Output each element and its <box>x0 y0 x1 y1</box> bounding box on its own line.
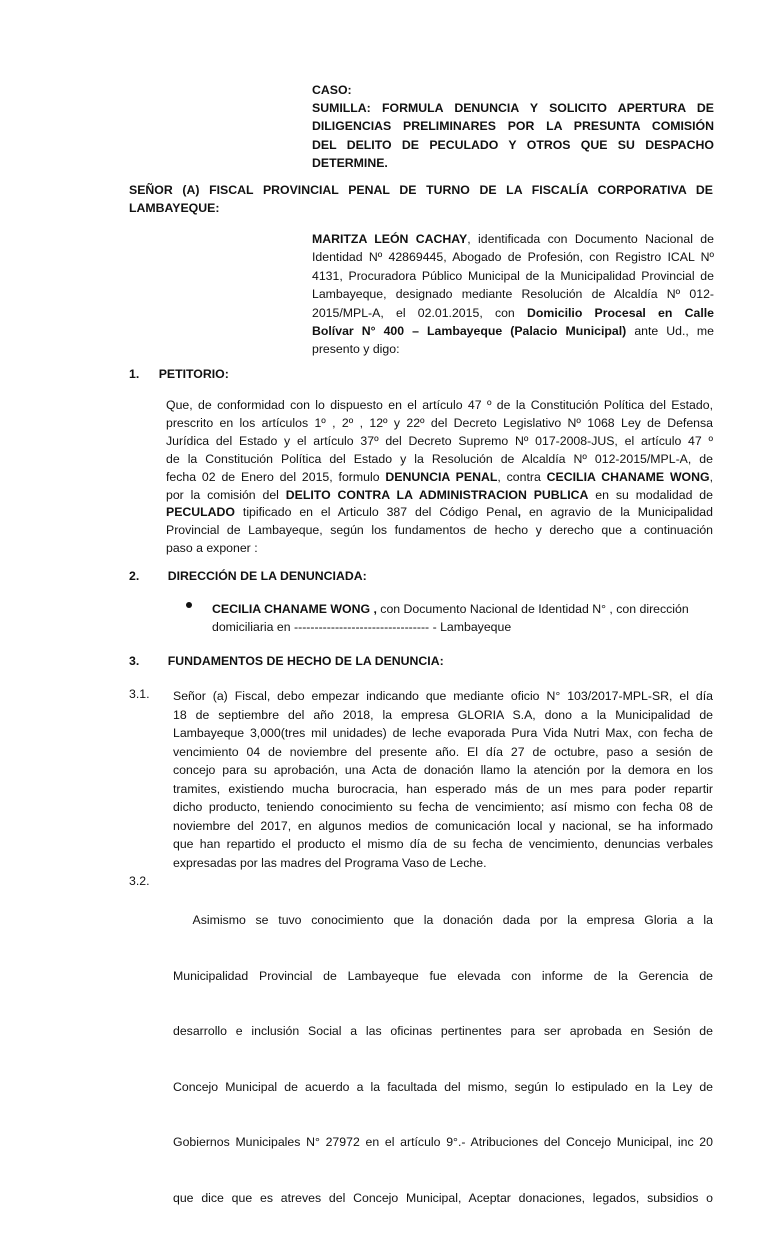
intro-line: 4131, Procuradora Público Municipal de la Municipalidad Provincial de <box>312 268 714 283</box>
paragraph-line: Lambayeque 3,000(tres mil unidades) de leche evaporada Pura Vida Nutri Max, con fecha de <box>173 726 713 740</box>
procedural-address-cont: Bolívar N° 400 – Lambayeque (Palacio Municipal) <box>312 324 627 339</box>
paragraph-line: vencimiento 04 de noviembre del presente año. El día 27 de octubre, paso a sesión de <box>173 744 713 759</box>
section-title: PETITORIO: <box>158 367 229 381</box>
crime-name: DELITO CONTRA LA ADMINISTRACION PUBLICA <box>285 487 589 502</box>
paragraph-line <box>166 504 713 522</box>
sumilla-line: SUMILLA: FORMULA DENUNCIA Y SOLICITO APERTURA DE <box>312 101 714 116</box>
bullet-line <box>212 600 714 618</box>
paragraph-line-last: paso a exponer : <box>166 541 258 556</box>
paragraph-text: , contra <box>497 469 547 484</box>
sumilla-line-last: DETERMINE. <box>312 155 388 170</box>
paragraph-line <box>166 469 713 487</box>
intro-text: 2015/MPL-A, el 02.01.2015, con <box>312 305 527 320</box>
intro-line <box>312 230 714 248</box>
section-number: 2. <box>129 569 140 583</box>
paragraph-line: desarrollo e inclusión Social a las oficinas pertinentes para ser aprobada en Sesión de <box>173 1024 713 1038</box>
intro-paragraph <box>312 230 714 359</box>
paragraph-line: Concejo Municipal de acuerdo a la facultada del mismo, según lo estipulado en la Ley de <box>173 1079 713 1094</box>
complaint-type: DENUNCIA PENAL <box>385 469 498 484</box>
paragraph-text: en agravio de la Municipalidad <box>521 505 713 520</box>
paragraph-line: Jurídica del Estado y el artículo 37º del Decreto Supremo Nº 017-2008-JUS, el artículo 47 º <box>166 433 713 448</box>
paragraph-text: por la comisión del <box>166 487 286 502</box>
paragraph-line-last: expresadas por las madres del Programa Vaso de Leche. <box>173 855 487 870</box>
accused-name: CECILIA CHANAME WONG <box>546 469 710 484</box>
paragraph-line: Municipalidad Provincial de Lambayeque fue elevada con informe de la Gerencia de <box>173 968 713 983</box>
petitorio-paragraph <box>166 397 713 558</box>
crime-modality: PECULADO <box>166 505 236 520</box>
paragraph-line: concejo para su aprobación, una Acta de donación llamo la atención por la demora en los <box>173 763 713 777</box>
paragraph-line <box>166 487 713 505</box>
case-summary-block <box>312 81 714 172</box>
paragraph-number: 3.1. <box>129 687 150 701</box>
paragraph-line: Provincial de Lambayeque, según los fundamentos de hecho y derecho que a continuación <box>166 523 713 538</box>
section-heading-fundamentos <box>129 654 444 668</box>
intro-line-last: presento y digo: <box>312 342 400 357</box>
section-number: 3. <box>129 654 140 668</box>
intro-text: , identificada con Documento Nacional de <box>467 232 714 246</box>
paragraph-line: Asimismo se tuvo conocimiento que la donación dada por la empresa Gloria a la <box>173 913 713 927</box>
case-label: CASO: <box>312 83 352 97</box>
intro-line: Identidad Nº 42869445, Abogado de Profesión, con Registro ICAL Nº <box>312 250 714 265</box>
paragraph-text: , <box>709 469 713 484</box>
paragraph-line: prescrito en los artículos 1º , 2º , 12º y 22º del Decreto Legislativo Nº 1068 Ley de Defensa <box>166 415 713 430</box>
section-heading-petitorio <box>129 367 229 381</box>
accused-name: CECILIA CHANAME WONG , <box>212 602 377 616</box>
sumilla-line: DILIGENCIAS PRELIMINARES POR LA PRESUNTA COMISIÓN <box>312 119 714 134</box>
procedural-address: Domicilio Procesal en Calle <box>527 305 715 320</box>
intro-line: Lambayeque, designado mediante Resolución de Alcaldía Nº 012- <box>312 287 714 302</box>
addressee-line-last: LAMBAYEQUE: <box>129 201 220 216</box>
paragraph-text: , <box>517 505 522 520</box>
fundamento-3-1 <box>173 687 713 872</box>
bullet-text: con Documento Nacional de Identidad N° , con dirección <box>376 602 689 616</box>
bullet-icon <box>186 602 192 608</box>
bullet-line: domiciliaria en --------------------------------- - Lambayeque <box>212 620 512 635</box>
intro-line <box>312 304 714 322</box>
paragraph-line: que han repartido el producto el mismo día de su fecha de vencimiento, denuncias verbales <box>173 837 713 851</box>
section-title: DIRECCIÓN DE LA DENUNCIADA: <box>167 569 367 583</box>
addressee-line: SEÑOR (A) FISCAL PROVINCIAL PENAL DE TURNO DE LA FISCALÍA CORPORATIVA DE <box>129 183 713 197</box>
paragraph-line: que dice que es atreves del Concejo Municipal, Aceptar donaciones, legados, subsidios o <box>173 1190 713 1205</box>
section-title: FUNDAMENTOS DE HECHO DE LA DENUNCIA: <box>167 654 444 668</box>
paragraph-line: Que, de conformidad con lo dispuesto en el artículo 47 º de la Constitución Política del Estado, <box>166 398 713 412</box>
paragraph-line: Señor (a) Fiscal, debo empezar indicando que mediante oficio N° 103/2017-MPL-SR, el día <box>173 689 713 703</box>
fundamento-3-2 <box>173 874 713 1244</box>
paragraph-line: 18 de septiembre del año 2018, la empresa GLORIA S.A, dono a la Municipalidad de <box>173 707 713 722</box>
paragraph-line: tramites, existiendo mucha burocracia, han esperado más de un mes para poder repartir <box>173 781 713 796</box>
intro-text: ante Ud., me <box>626 324 714 339</box>
paragraph-number: 3.2. <box>129 874 150 888</box>
paragraph-text: en su modalidad de <box>588 487 713 502</box>
paragraph-line: dicho producto, teniendo conocimiento su fecha de vencimiento; así mismo con fecha 08 de <box>173 800 713 814</box>
complainant-name: MARITZA LEÓN CACHAY <box>312 232 468 246</box>
sumilla-line: DEL DELITO DE PECULADO Y OTROS QUE SU DESPACHO <box>312 137 714 152</box>
section-number: 1. <box>129 367 140 381</box>
paragraph-text: fecha 02 de Enero del 2015, formulo <box>166 469 386 484</box>
accused-address-item <box>212 600 714 637</box>
paragraph-text: tipificado en el Articulo 387 del Código Penal <box>235 505 518 520</box>
section-heading-direccion <box>129 569 367 583</box>
addressee-block <box>129 181 713 218</box>
intro-line <box>312 322 714 340</box>
paragraph-line: noviembre del 2017, en algunos medios de comunicación local y nacional, se ha informado <box>173 818 713 833</box>
paragraph-line: de la Constitución Política del Estado y la Resolución de Alcaldía Nº 012-2015/MPL-A, de <box>166 451 713 466</box>
paragraph-line: Gobiernos Municipales N° 27972 en el artículo 9°.- Atribuciones del Concejo Municipal, inc 20 <box>173 1135 713 1149</box>
